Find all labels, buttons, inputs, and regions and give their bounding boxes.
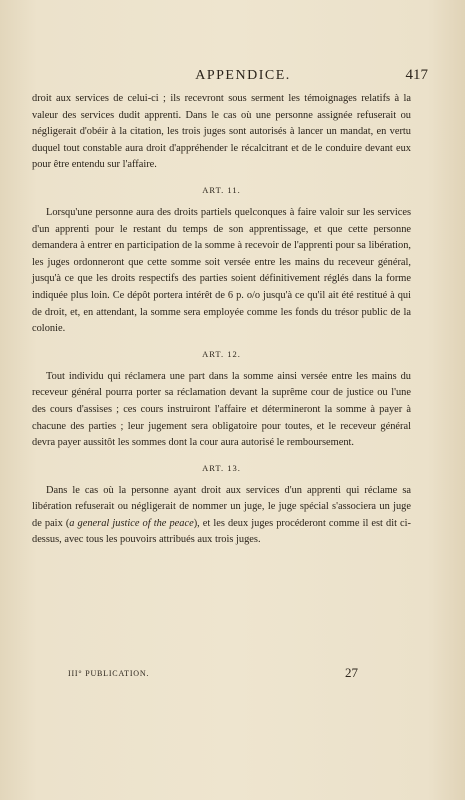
publication-note: III° PUBLICATION. <box>68 669 150 678</box>
article-heading-11: ART. 11. <box>202 184 241 195</box>
paragraph-13-text-end: ), et les deux juges procéderont comme il est dit ci-dessus, avec tous les pouvoirs attribués aux trois juges. <box>32 517 412 546</box>
paragraph-13-italic: a general justice of the peace <box>69 517 194 529</box>
paragraph-continuation: droit aux services de celui-ci ; ils recevront sous serment les témoignages relatifs à la valeur des services dudit apprenti. Dans le cas où une personne assignée refuserait ou négligerait d'obéir à la citation, les trois juges sont autorisés à lancer un mandat, en vertu duquel tout constable aura droit d'appréhender le récalcitrant et de le conduire devant eux pour être entendu sur l'affaire. <box>32 93 411 171</box>
paragraph-article-13 <box>32 483 411 549</box>
running-title: APPENDICE. <box>195 68 291 83</box>
article-heading-13: ART. 13. <box>202 462 241 473</box>
paragraph-13-text-start: Dans le cas où la personne ayant droit aux services d'un apprenti qui réclame sa libération refuserait ou négligerait de nommer un juge, le juge spécial s'associera un juge de paix ( <box>32 484 411 529</box>
paragraph-article-11: Lorsqu'une personne aura des droits partiels quelconques à faire valoir sur les services d'un apprenti pour le restant du temps de son apprentissage, et que cette personne demandera à entrer en participation de la somme à recevoir de l'apprenti pour sa libération, les juges ordonneront que cette somme soit versée entre les mains du receveur général, jusqu'à ce que les droits respectifs des parties soient définitivement réglés dans la forme indiquée plus loin. Ce dépôt portera intérêt de 6 p. o/o jusqu'à ce qu'il ait été restitué à qui de droit, et, en attendant, la somme sera employée comme les fonds du trésor public de la colonie. <box>32 206 411 335</box>
page-header <box>58 68 428 88</box>
body-text <box>32 91 411 549</box>
paragraph-article-12: Tout individu qui réclamera une part dans la somme ainsi versée entre les mains du receveur général pourra porter sa réclamation devant la suprême cour de justice ou l'une des cours d'assises ; ces cours instruiront l'affaire et détermineront la somme à payer à chacune des parties ; leur jugement sera obligatoire pour toutes, et le receveur général devra payer aussitôt les sommes dont la cour aura autorisé le remboursement. <box>32 370 411 449</box>
page-footer <box>68 665 358 683</box>
article-heading-12: ART. 12. <box>202 348 241 359</box>
signature-mark: 27 <box>345 665 358 680</box>
page-number: 417 <box>405 67 428 83</box>
